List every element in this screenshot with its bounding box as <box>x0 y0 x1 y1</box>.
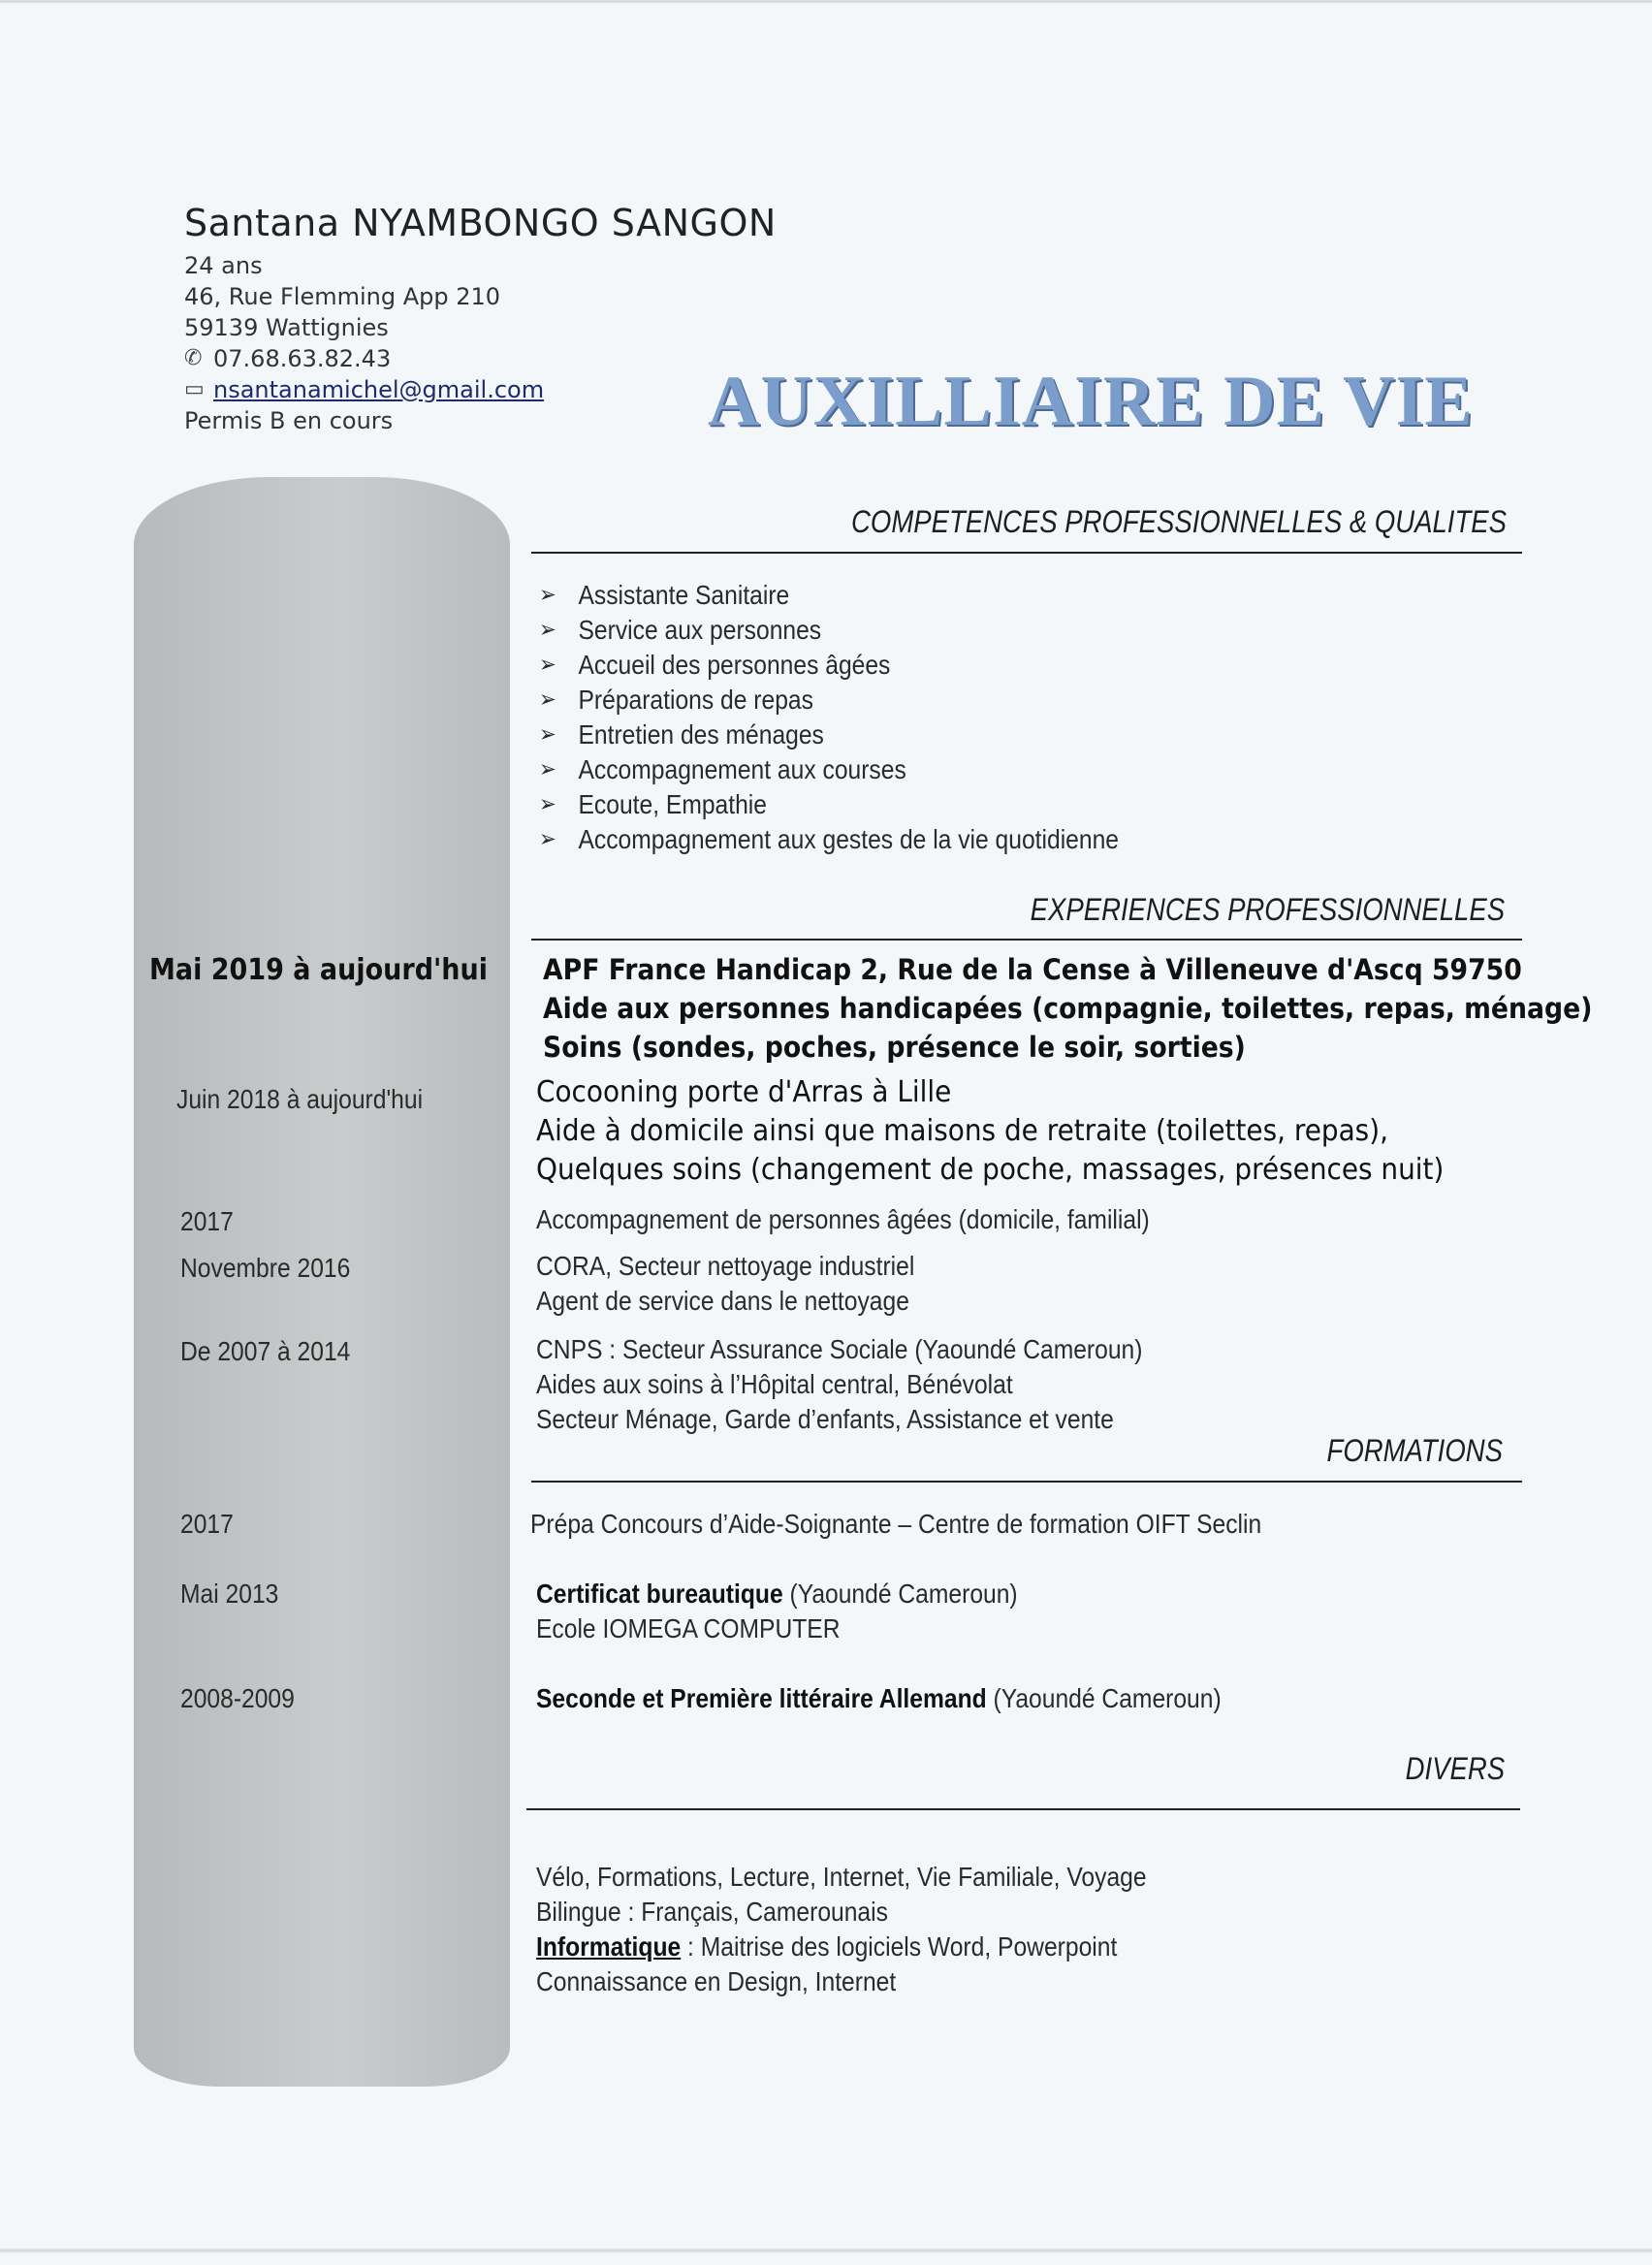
experience-date: Juin 2018 à aujourd'hui <box>176 1084 424 1114</box>
job-title: AUXILLIAIRE DE VIE <box>708 362 1474 441</box>
experience-date: 2017 <box>180 1206 234 1236</box>
arrow-bullet-icon: ➢ <box>539 686 556 713</box>
training-text: Seconde et Première littéraire Allemand (Yaoundé Cameroun) <box>536 1683 1222 1713</box>
phone-number: 07.68.63.82.43 <box>213 345 392 372</box>
arrow-bullet-icon: ➢ <box>539 826 556 852</box>
arrow-bullet-icon: ➢ <box>539 721 556 748</box>
driving-license: Permis B en cours <box>184 407 394 434</box>
age: 24 ans <box>184 252 263 279</box>
phone-row <box>184 343 777 374</box>
experience-details: Cocooning porte d'Arras à Lille Aide à domicile ainsi que maisons de retraite (toilettes, repas), Quelques soins (changement de poche, massages, présences nuit) <box>536 1075 1445 1187</box>
training-text: Prépa Concours d’Aide-Soignante – Centre de formation OIFT Seclin <box>530 1509 1262 1539</box>
experience-date: Mai 2019 à aujourd'hui <box>149 953 488 987</box>
address-line-2: 59139 Wattignies <box>184 314 389 341</box>
phone-icon: ✆ <box>184 346 203 370</box>
section-title-experience: EXPERIENCES PROFESSIONNELLES <box>1030 892 1505 927</box>
address-line-1: 46, Rue Flemming App 210 <box>184 283 501 310</box>
email-link[interactable]: nsantanamichel@gmail.com <box>213 376 545 403</box>
skill-item: ➢ Assistante Sanitaire <box>539 578 1119 613</box>
skill-item: ➢ Service aux personnes <box>539 613 1119 648</box>
skill-item: ➢ Accompagnement aux gestes de la vie quotidienne <box>539 822 1119 857</box>
email-row <box>184 374 777 405</box>
experience-details: APF France Handicap 2, Rue de la Cense à Villeneuve d'Ascq 59750 Aide aux personnes handicapées (compagnie, toilettes, repas, ménage) Soins (sondes, poches, présence le soir, sorties) <box>543 953 1593 1064</box>
training-date: Mai 2013 <box>180 1579 279 1609</box>
scan-edge-bottom <box>0 2248 1652 2253</box>
section-rule <box>531 939 1522 941</box>
training-date: 2017 <box>180 1509 234 1539</box>
skill-item: ➢ Accueil des personnes âgées <box>539 648 1119 683</box>
arrow-bullet-icon: ➢ <box>539 756 556 782</box>
skills-list <box>539 578 1198 857</box>
experience-details: Accompagnement de personnes âgées (domicile, familial) <box>536 1204 1150 1234</box>
computer-icon: ▭ <box>184 377 205 401</box>
contact-header <box>184 202 777 436</box>
experience-details: CORA, Secteur nettoyage industriel Agent de service dans le nettoyage <box>536 1251 915 1316</box>
section-title-skills: COMPETENCES PROFESSIONNELLES & QUALITES <box>851 504 1507 539</box>
skill-item: ➢ Entretien des ménages <box>539 718 1119 752</box>
arrow-bullet-icon: ➢ <box>539 582 556 608</box>
skill-item: ➢ Préparations de repas <box>539 683 1119 718</box>
skill-item: ➢ Accompagnement aux courses <box>539 752 1119 787</box>
experience-date: Novembre 2016 <box>180 1253 351 1283</box>
scan-edge-top <box>0 0 1652 3</box>
section-title-misc: DIVERS <box>1405 1751 1505 1786</box>
section-title-training: FORMATIONS <box>1326 1433 1503 1468</box>
candidate-name: Santana NYAMBONGO SANGON <box>184 202 777 244</box>
arrow-bullet-icon: ➢ <box>539 617 556 643</box>
training-text: Certificat bureautique (Yaoundé Cameroun) Ecole IOMEGA COMPUTER <box>536 1579 1018 1643</box>
arrow-bullet-icon: ➢ <box>539 791 556 817</box>
misc-details: Vélo, Formations, Lecture, Internet, Vie Familiale, Voyage Bilingue : Français, Camerounais Informatique : Maitrise des logiciels Word, Powerpoint Connaissance en Design, Internet <box>536 1862 1147 1996</box>
experience-date: De 2007 à 2014 <box>180 1336 351 1366</box>
section-rule <box>526 1808 1520 1810</box>
arrow-bullet-icon: ➢ <box>539 652 556 678</box>
skill-item: ➢ Ecoute, Empathie <box>539 787 1119 822</box>
section-rule <box>531 552 1522 554</box>
section-rule <box>531 1481 1522 1483</box>
experience-details: CNPS : Secteur Assurance Sociale (Yaoundé Cameroun) Aides aux soins à l’Hôpital central, Bénévolat Secteur Ménage, Garde d’enfants, Assistance et vente <box>536 1334 1143 1434</box>
training-date: 2008-2009 <box>180 1683 295 1713</box>
